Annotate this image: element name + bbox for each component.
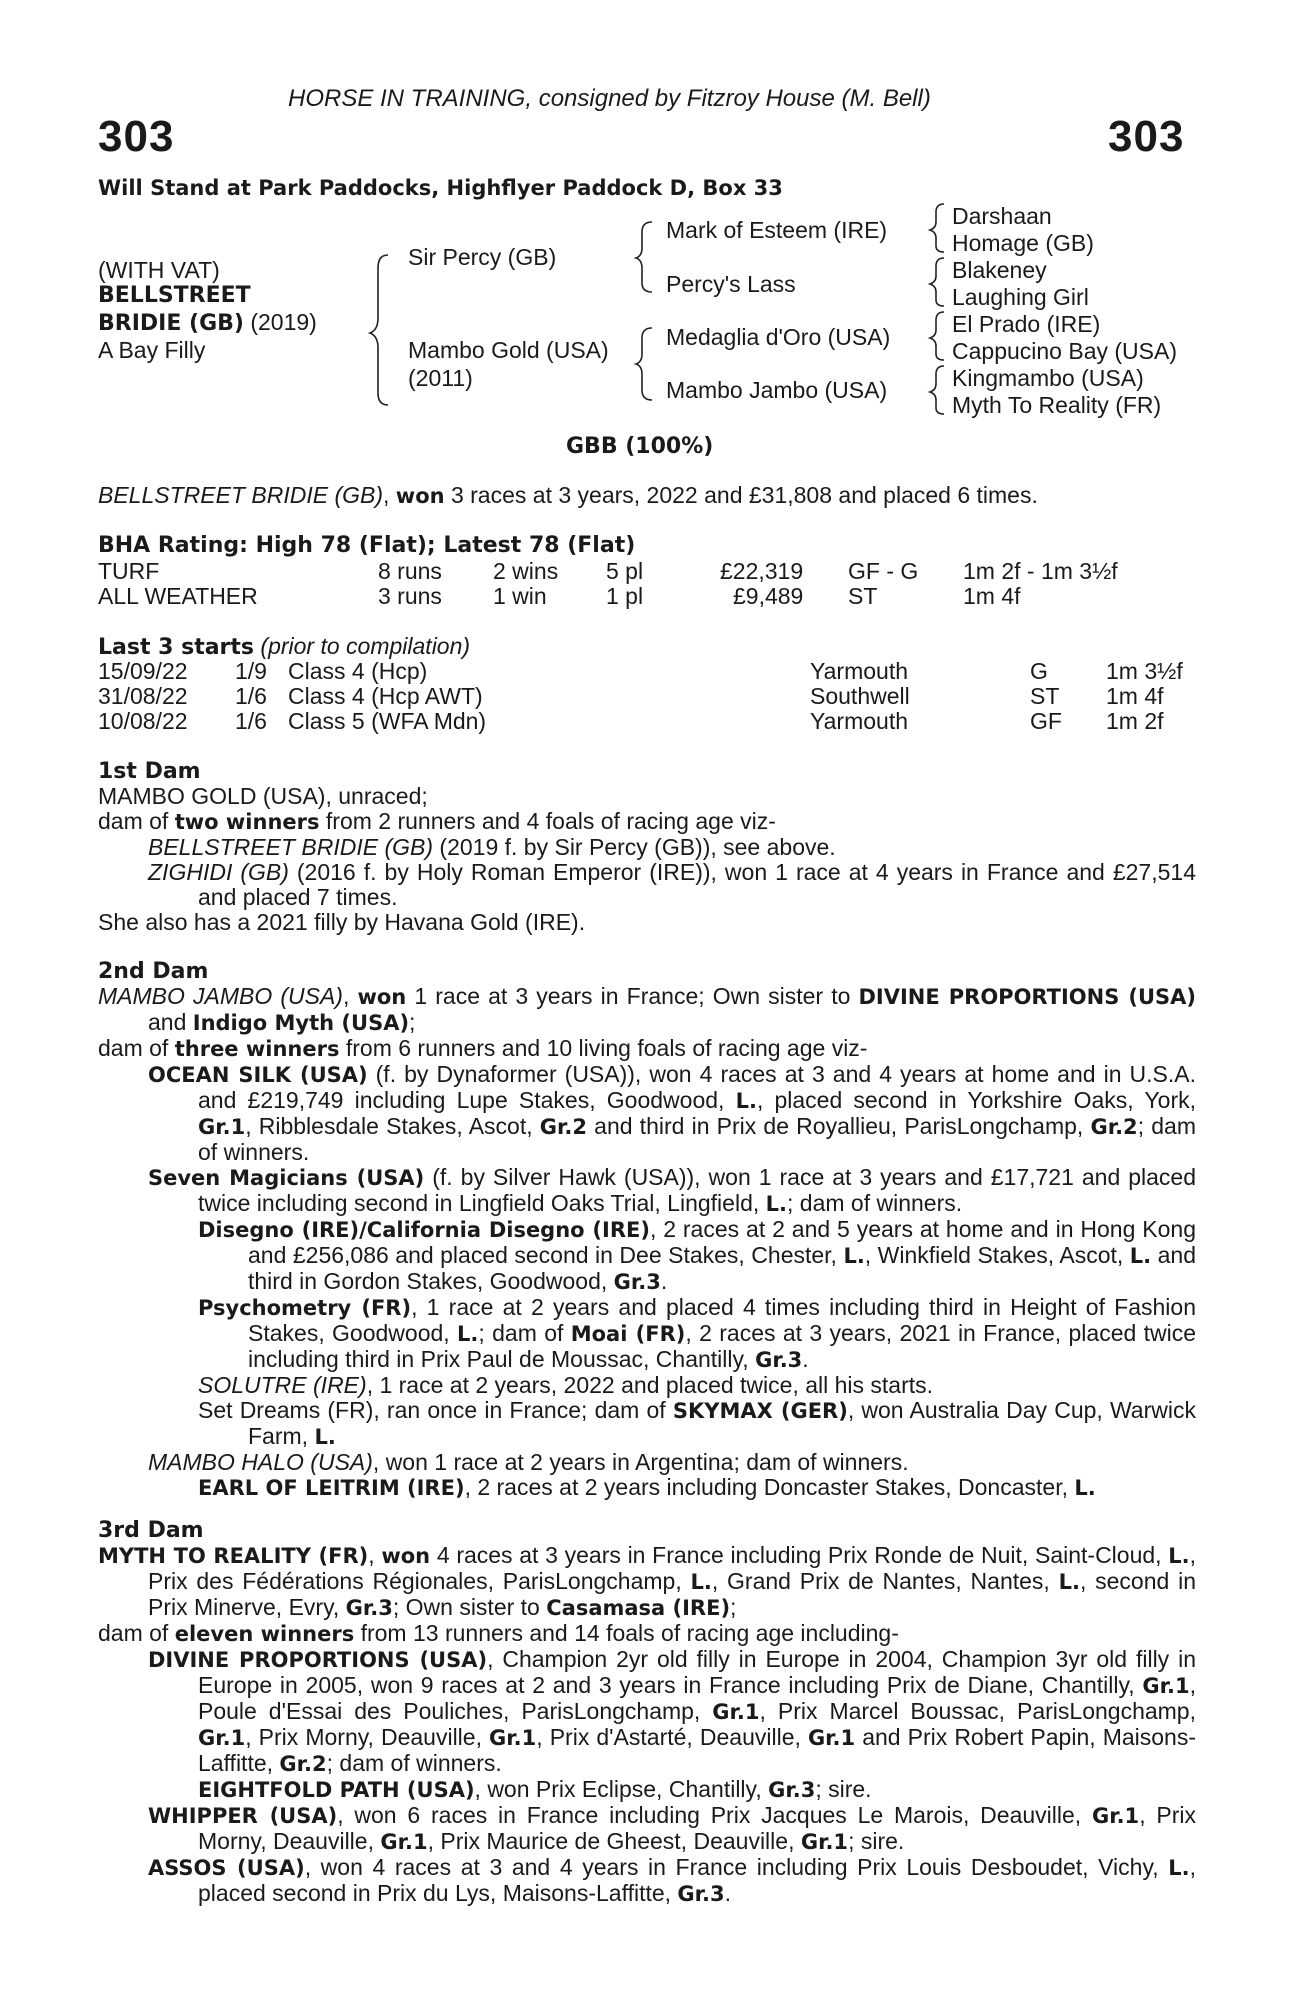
produce-item (98, 1398, 1196, 1450)
rating-wins: 2 wins (493, 558, 559, 584)
text: from 13 runners and 14 foals of racing age including- (354, 1620, 899, 1646)
text: , Prix Morny, Deauville, (245, 1724, 490, 1750)
produce-name: BELLSTREET BRIDIE (GB) (148, 834, 434, 860)
grade: Gr.2 (279, 1752, 327, 1776)
produce-detail: (2016 f. by Holy Roman Emperor (IRE)), won 1 race at 4 years in France and £27,514 and placed 7 times. (198, 859, 1196, 910)
pedigree-g3: Blakeney (952, 257, 1047, 283)
consignment-line: HORSE IN TRAINING, consigned by Fitzroy House (M. Bell) (288, 85, 931, 112)
grade: L. (765, 1192, 788, 1216)
start-position: 1/9 (235, 658, 267, 684)
rating-going: GF - G (848, 558, 919, 584)
grade: Gr.1 (1142, 1674, 1190, 1698)
first-dam-line: MAMBO GOLD (USA), unraced; (98, 783, 428, 809)
dam-name: MYTH TO REALITY (FR) (98, 1544, 369, 1568)
start-position: 1/6 (235, 708, 267, 734)
text: , 1 race at 2 years, 2022 and placed twice, all his starts. (366, 1372, 934, 1398)
start-date: 15/09/22 (98, 658, 188, 684)
horse-name-line1: BELLSTREET (98, 283, 251, 308)
grade: L. (843, 1244, 865, 1268)
rating-going: ST (848, 583, 878, 609)
lot-number-right: 303 (1108, 112, 1185, 161)
text: , Winkfield Stakes, Ascot, (864, 1242, 1130, 1268)
produce-item (98, 835, 1196, 860)
pedigree-dam-sire: Medaglia d'Oro (USA) (666, 324, 891, 350)
last-starts-note: (prior to compilation) (254, 633, 471, 659)
text: Set Dreams (FR), ran once in France; dam of (198, 1397, 673, 1423)
rating-placed: 1 pl (606, 583, 644, 609)
pedigree-g4: Laughing Girl (952, 284, 1089, 310)
text: , Prix Marcel Boussac, ParisLongchamp, (759, 1698, 1196, 1724)
rating-surface: ALL WEATHER (98, 583, 258, 609)
grade: Gr.3 (677, 1882, 725, 1906)
start-going: G (1030, 658, 1048, 684)
stand-location: Will Stand at Park Paddocks, Highflyer Paddock D, Box 33 (98, 176, 783, 200)
rating-distance: 1m 4f (963, 583, 1021, 609)
text: ; dam of winners. (198, 1113, 1196, 1165)
produce-name: Moai (FR) (570, 1322, 686, 1346)
text: dam of (98, 1620, 175, 1646)
text: , 1 race at 2 years and placed 4 times including third in Height of Fashion Stakes, Goodwood, (248, 1294, 1196, 1346)
text: from 2 runners and 4 foals of racing age viz- (319, 808, 776, 834)
rating-surface: TURF (98, 558, 160, 584)
produce-name: Seven Magicians (USA) (148, 1166, 425, 1190)
text: and Prix Robert Papin, Maisons-Laffitte, (198, 1724, 1196, 1776)
grade: Gr.1 (198, 1115, 246, 1139)
text: , won 4 races at 3 and 4 years in France including Prix Louis Desboudet, Vichy, (304, 1854, 1169, 1880)
produce-item (98, 1855, 1196, 1907)
grade: L. (1129, 1244, 1152, 1268)
grade: Gr.3 (768, 1778, 816, 1802)
horse-name-country: BRIDIE (GB) (98, 311, 244, 336)
horse-year: (2019) (250, 309, 317, 335)
grade: Gr.3 (345, 1596, 393, 1620)
third-dam-section (98, 1518, 1196, 1907)
produce-name: SOLUTRE (IRE) (198, 1372, 367, 1398)
bha-rating-heading: BHA Rating: High 78 (Flat); Latest 78 (Flat) (98, 533, 636, 558)
vat-note: (WITH VAT) (98, 257, 220, 283)
pedigree-dam: Mambo Gold (USA) (408, 337, 609, 363)
summary-horse-name: BELLSTREET BRIDIE (GB) (98, 482, 384, 508)
rating-money: £22,319 (720, 558, 804, 584)
pedigree-g6: Cappucino Bay (USA) (952, 338, 1177, 364)
start-distance: 1m 2f (1106, 708, 1164, 734)
start-distance: 1m 4f (1106, 683, 1164, 709)
text: ; (730, 1594, 737, 1620)
produce-item (98, 1647, 1196, 1777)
grade: L. (690, 1570, 712, 1594)
pedigree-dam-dam: Mambo Jambo (USA) (666, 377, 888, 403)
produce-name: DIVINE PROPORTIONS (USA) (148, 1648, 488, 1672)
text: , won Prix Eclipse, Chantilly, (474, 1776, 769, 1802)
rating-placed: 5 pl (606, 558, 644, 584)
text: , Prix Morny, Deauville, (198, 1802, 1196, 1854)
first-dam-produce-line (98, 809, 1196, 835)
text: , Prix des Fédérations Régionales, ParisLongchamp, (148, 1542, 1196, 1594)
text: and third in Prix de Royallieu, ParisLongchamp, (586, 1113, 1091, 1139)
rating-wins: 1 win (493, 583, 547, 609)
text: , won Australia Day Cup, Warwick Farm, (248, 1397, 1196, 1449)
grade: Gr.1 (800, 1830, 849, 1854)
text: . (724, 1880, 732, 1906)
pedigree-dam-year: (2011) (408, 365, 473, 391)
rating-runs: 8 runs (378, 558, 442, 584)
horse-description: A Bay Filly (98, 337, 206, 363)
rating-distance: 1m 2f - 1m 3½f (963, 558, 1118, 584)
text: ; dam of winners. (787, 1190, 963, 1216)
grade: L. (735, 1089, 757, 1113)
winners-count: three winners (174, 1037, 340, 1061)
produce-item (98, 1373, 1196, 1398)
start-class: Class 4 (Hcp AWT) (288, 683, 483, 709)
text: , 2 races at 3 years, 2021 in France, placed twice including third in Prix Paul de Moussac, Chantilly, (248, 1320, 1197, 1372)
grade: Gr.1 (807, 1726, 856, 1750)
pedigree-sire-dam: Percy's Lass (666, 271, 796, 297)
summary-won: won (395, 484, 445, 508)
produce-item (98, 1475, 1196, 1501)
produce-name: WHIPPER (USA) (148, 1804, 338, 1828)
grade: Gr.1 (1091, 1804, 1140, 1828)
text: , placed second in Prix du Lys, Maisons-Laffitte, (198, 1854, 1196, 1906)
text: from 6 runners and 10 living foals of racing age viz- (339, 1035, 868, 1061)
produce-name: EARL OF LEITRIM (IRE) (198, 1476, 465, 1500)
third-dam-heading: 3rd Dam (98, 1518, 204, 1543)
third-dam-produce-line (98, 1621, 1196, 1647)
start-position: 1/6 (235, 683, 267, 709)
text: ; (409, 1009, 416, 1035)
text: , Prix d'Astarté, Deauville, (536, 1724, 808, 1750)
text: (f. by Dynaformer (USA)), won 4 races at 3 and 4 years at home and in U.S.A. and £219,749 including Lupe Stakes, Goodwood, (198, 1061, 1196, 1113)
start-course: Yarmouth (810, 708, 909, 734)
produce-name: ASSOS (USA) (148, 1856, 305, 1880)
sibling-name: Indigo Myth (USA) (192, 1011, 410, 1035)
text: ; dam of (478, 1320, 571, 1346)
won-label: won (381, 1544, 431, 1568)
produce-name: EIGHTFOLD PATH (USA) (198, 1778, 475, 1802)
text: , won 6 races in France including Prix Jacques Le Marois, Deauville, (337, 1802, 1092, 1828)
sibling-name: DIVINE PROPORTIONS (USA) (858, 985, 1196, 1009)
start-course: Yarmouth (810, 658, 909, 684)
text: , placed second in Yorkshire Oaks, York, (756, 1087, 1196, 1113)
text: and (148, 1009, 193, 1035)
text: , Ribblesdale Stakes, Ascot, (245, 1113, 540, 1139)
gbb-rating: GBB (100%) (566, 434, 714, 459)
text: dam of (98, 808, 175, 834)
grade: Gr.2 (539, 1115, 587, 1139)
text: . (802, 1346, 809, 1372)
produce-item (98, 1777, 1196, 1803)
text: , won 1 race at 2 years in Argentina; dam of winners. (372, 1449, 909, 1475)
pedigree-g5: El Prado (IRE) (952, 311, 1101, 337)
grade: Gr.1 (489, 1726, 537, 1750)
rating-money: £9,489 (733, 583, 804, 609)
produce-name: SKYMAX (GER) (672, 1399, 848, 1423)
text: , 2 races at 2 and 5 years at home and in Hong Kong and £256,086 and placed second in Dee Stakes, Chester, (248, 1216, 1196, 1268)
start-class: Class 4 (Hcp) (288, 658, 428, 684)
second-dam-heading: 2nd Dam (98, 959, 209, 984)
text: , Poule d'Essai des Pouliches, ParisLongchamp, (198, 1672, 1196, 1724)
text: , Grand Prix de Nantes, Nantes, (711, 1568, 1059, 1594)
sibling-name: Casamasa (IRE) (546, 1596, 731, 1620)
grade: L. (314, 1425, 336, 1449)
pedigree-sire: Sir Percy (GB) (408, 244, 557, 270)
produce-name: Disegno (IRE)/California Disegno (IRE) (198, 1218, 650, 1242)
text: , 2 races at 2 years including Doncaster Stakes, Doncaster, (464, 1474, 1075, 1500)
produce-detail: (2019 f. by Sir Percy (GB)), see above. (433, 834, 836, 860)
second-dam-record (98, 984, 1196, 1036)
pedigree-sire-sire: Mark of Esteem (IRE) (666, 217, 888, 243)
produce-item (98, 1062, 1196, 1165)
start-distance: 1m 3½f (1106, 658, 1183, 684)
text: ; sire. (848, 1828, 905, 1854)
won-label: won (357, 985, 407, 1009)
first-dam-note: She also has a 2021 filly by Havana Gold (IRE). (98, 909, 586, 935)
start-date: 10/08/22 (98, 708, 188, 734)
grade: L. (1058, 1570, 1080, 1594)
summary-rest: 3 races at 3 years, 2022 and £31,808 and placed 6 times. (444, 482, 1038, 508)
start-class: Class 5 (WFA Mdn) (288, 708, 487, 734)
produce-item (98, 1217, 1196, 1295)
text: ; dam of winners. (326, 1750, 502, 1776)
grade: L. (1168, 1544, 1190, 1568)
last-starts-title: Last 3 starts (98, 635, 255, 660)
text: ; sire. (815, 1776, 872, 1802)
produce-name: MAMBO HALO (USA) (148, 1449, 373, 1475)
text: ; Own sister to (392, 1594, 547, 1620)
grade: L. (457, 1322, 479, 1346)
start-going: GF (1030, 708, 1062, 734)
text: . (660, 1268, 668, 1294)
produce-item (98, 1295, 1196, 1373)
text: , Prix Maurice de Gheest, Deauville, (427, 1828, 801, 1854)
grade: L. (1074, 1476, 1096, 1500)
pedigree-g1: Darshaan (952, 203, 1052, 229)
grade: Gr.3 (613, 1270, 661, 1294)
produce-item (98, 1803, 1196, 1855)
lot-number-left: 303 (98, 112, 175, 161)
text: 1 race at 3 years in France; Own sister to (406, 983, 859, 1009)
start-date: 31/08/22 (98, 683, 188, 709)
grade: Gr.1 (712, 1700, 760, 1724)
produce-item (98, 860, 1196, 910)
start-going: ST (1030, 683, 1060, 709)
text: , second in Prix Minerve, Evry, (148, 1568, 1196, 1620)
grade: L. (1168, 1856, 1190, 1880)
winners-count: two winners (174, 810, 320, 834)
pedigree-g2: Homage (GB) (952, 230, 1094, 256)
second-dam-section (98, 959, 1196, 1501)
produce-item (98, 1165, 1196, 1217)
produce-item (98, 1450, 1196, 1475)
text: 4 races at 3 years in France including Prix Ronde de Nuit, Saint-Cloud, (430, 1542, 1169, 1568)
text: dam of (98, 1035, 175, 1061)
text: , (368, 1542, 382, 1568)
rating-runs: 3 runs (378, 583, 442, 609)
grade: Gr.1 (198, 1726, 246, 1750)
text: (f. by Silver Hawk (USA)), won 1 race at 3 years and £17,721 and placed twice including second in Lingfield Oaks Trial, Lingfield, (198, 1164, 1196, 1216)
grade: Gr.1 (380, 1830, 428, 1854)
second-dam-produce-line (98, 1036, 1196, 1062)
start-course: Southwell (810, 683, 910, 709)
produce-name: OCEAN SILK (USA) (148, 1063, 368, 1087)
pedigree-g8: Myth To Reality (FR) (952, 392, 1162, 418)
winners-count: eleven winners (174, 1622, 355, 1646)
third-dam-record (98, 1543, 1196, 1621)
text: , (342, 983, 358, 1009)
grade: Gr.2 (1090, 1115, 1138, 1139)
first-dam-section (98, 759, 1196, 935)
first-dam-heading: 1st Dam (98, 759, 201, 784)
produce-name: ZIGHIDI (GB) (148, 859, 289, 885)
dam-name: MAMBO JAMBO (USA) (98, 983, 343, 1009)
race-summary: BELLSTREET BRIDIE (GB), won 3 races at 3 years, 2022 and £31,808 and placed 6 times. (98, 482, 1038, 508)
text: , Champion 2yr old filly in Europe in 2004, Champion 3yr old filly in Europe in 2005, won 9 races at 2 and 3 years in France including Prix de Diane, Chantilly, (198, 1646, 1196, 1698)
text: and third in Gordon Stakes, Goodwood, (248, 1242, 1196, 1294)
pedigree-g7: Kingmambo (USA) (952, 365, 1144, 391)
grade: Gr.3 (755, 1348, 803, 1372)
last-starts-heading (98, 634, 470, 660)
produce-name: Psychometry (FR) (198, 1296, 412, 1320)
